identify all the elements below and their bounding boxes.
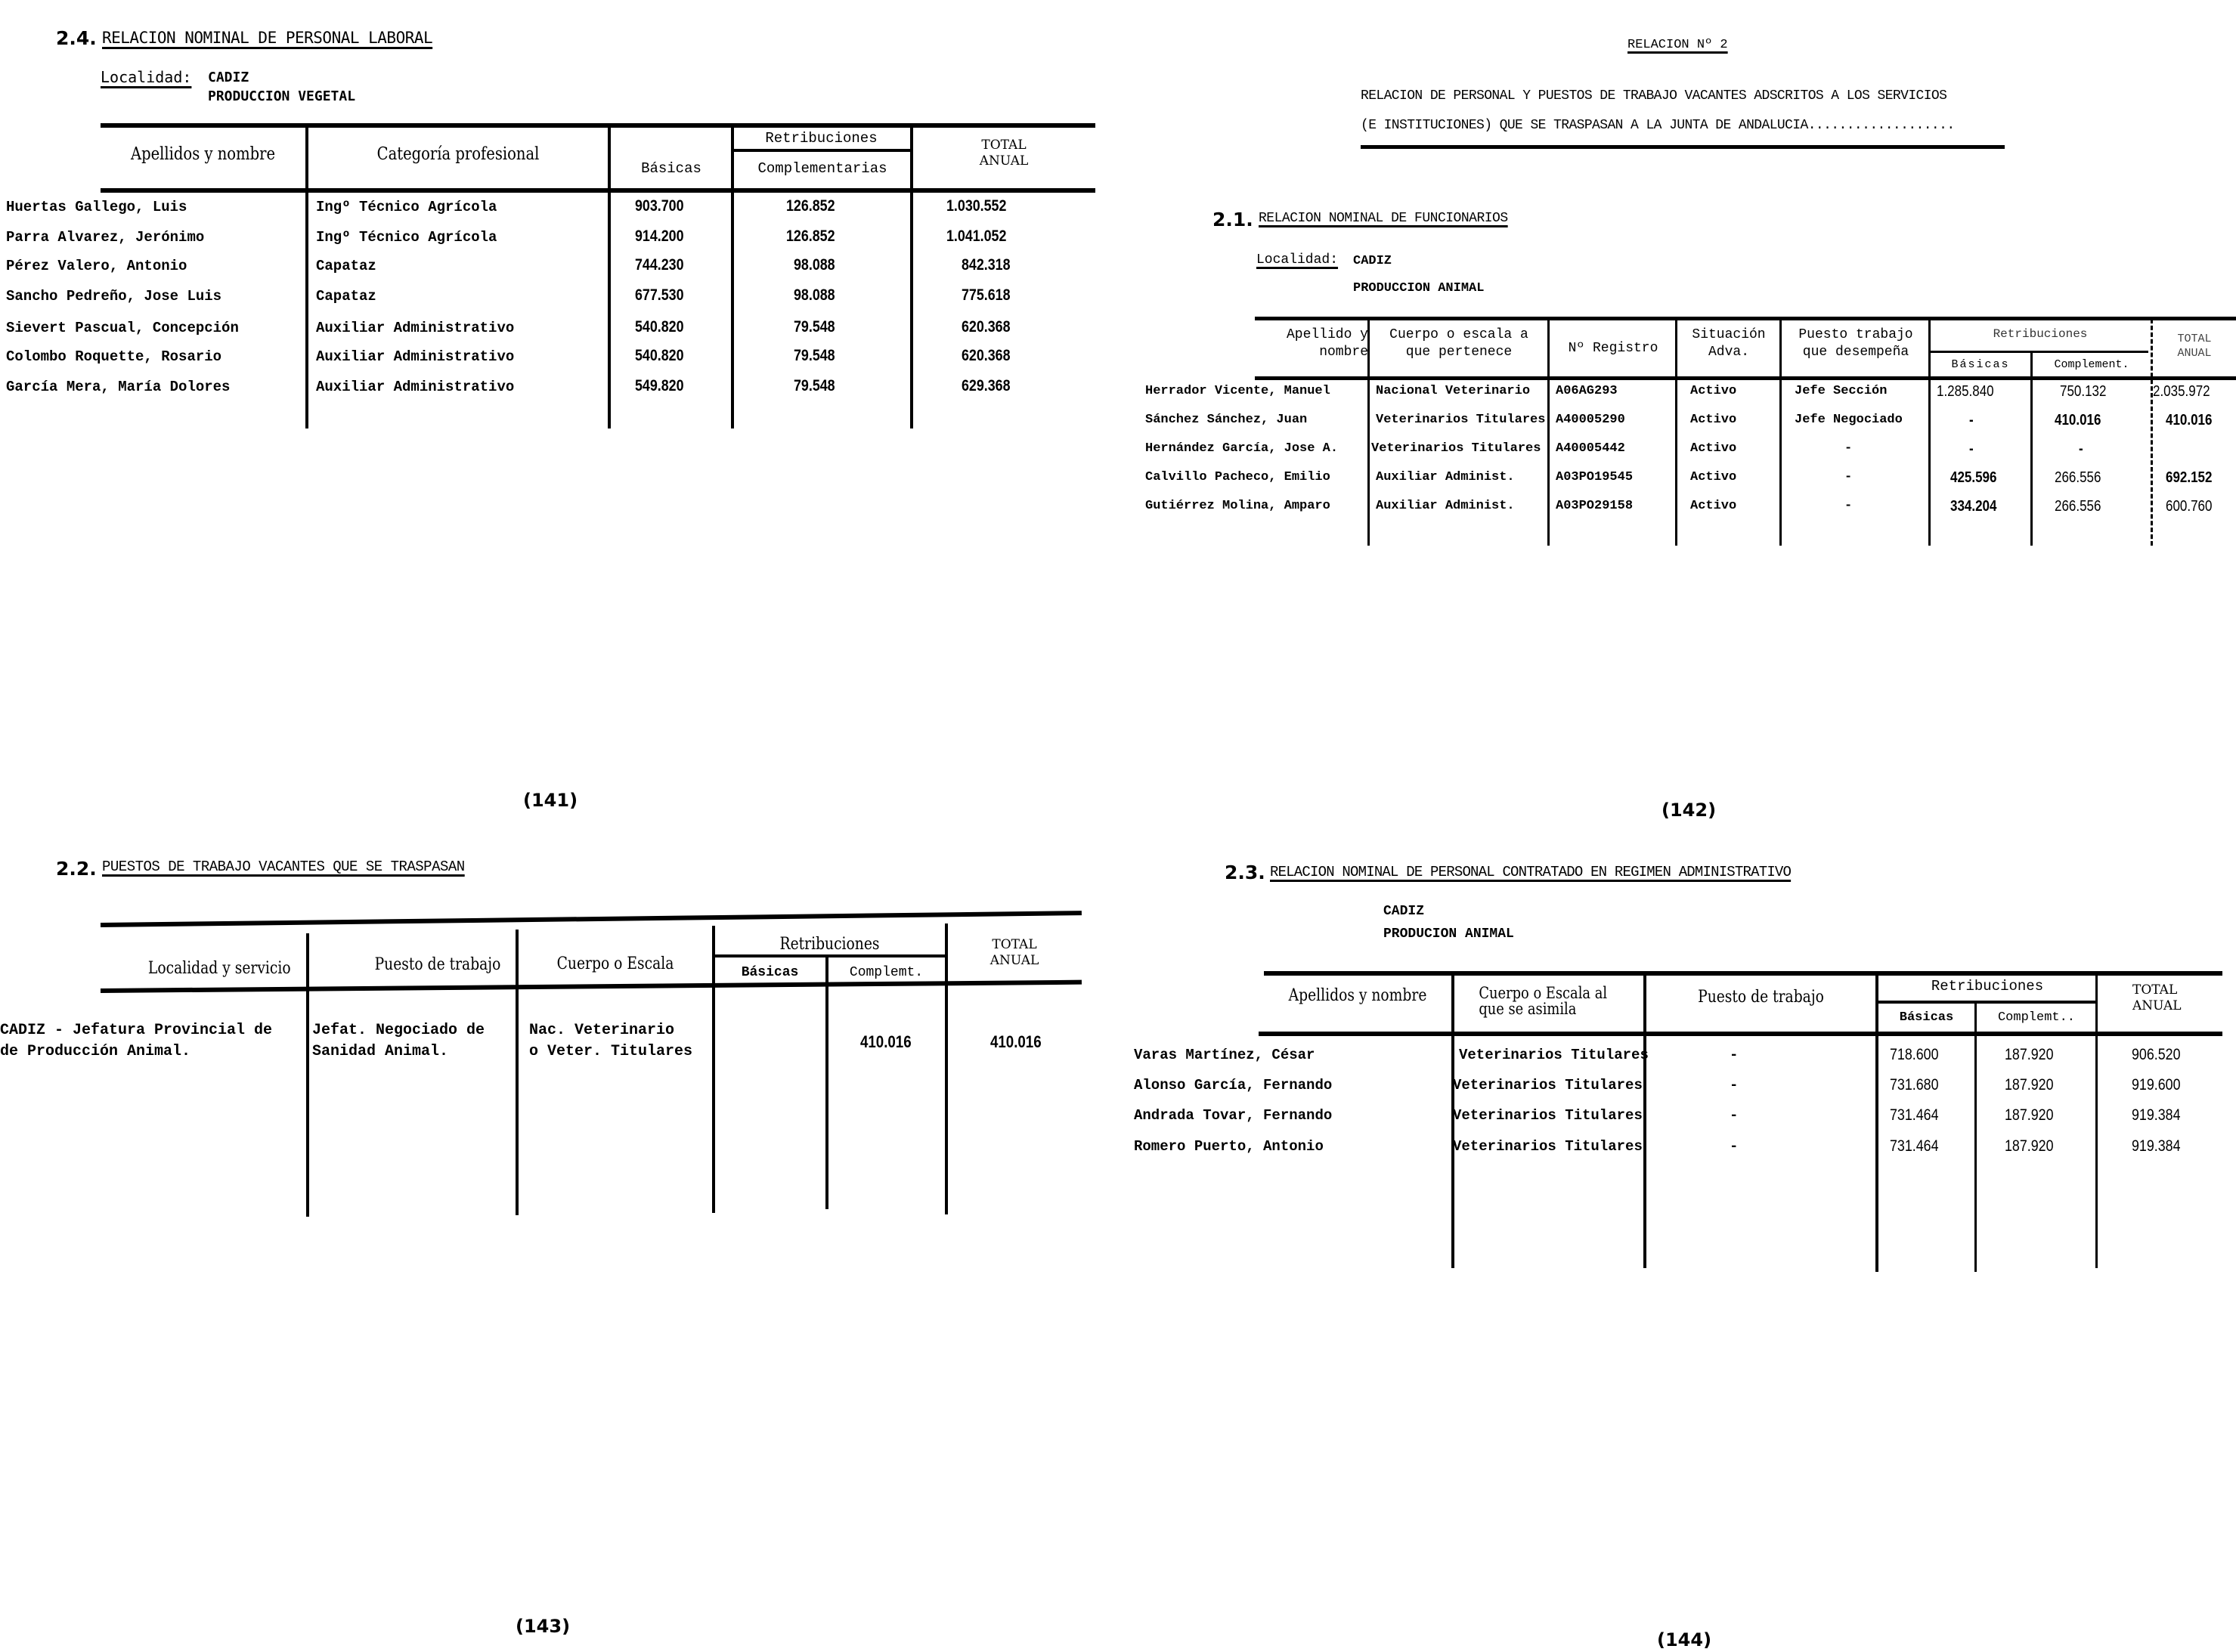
header-retribuciones: Retribuciones [765, 130, 878, 147]
section-title: PUESTOS DE TRABAJO VACANTES QUE SE TRASPASAN [102, 858, 465, 875]
section-title: RELACION NOMINAL DE PERSONAL LABORAL [102, 29, 433, 47]
header-basicas: Básicas [1899, 1010, 1954, 1025]
subheader-rule [732, 149, 911, 152]
col-divider [1974, 1004, 1977, 1272]
section-number: 2.3. [1225, 862, 1265, 883]
cell-puesto: Jefat. Negociado de Sanidad Animal. [312, 1022, 485, 1060]
header-cuerpo: Cuerpo o Escala al que se asimila [1479, 984, 1608, 1018]
relacion-underline [1361, 145, 2005, 149]
section-title: RELACION NOMINAL DE FUNCIONARIOS [1259, 211, 1508, 226]
header-categoria: Categoría profesional [376, 144, 540, 164]
header-complemt: Complemt. [849, 965, 924, 980]
table-top-rule [1255, 317, 2236, 320]
cell-complem: 410.016 [860, 1032, 912, 1051]
header-total: TOTAL ANUAL [989, 937, 1039, 969]
localidad-value: CADIZ [1383, 904, 1425, 919]
header-complement: Complement. [2054, 358, 2129, 371]
localidad-value: CADIZ [1353, 254, 1392, 268]
section-number: 2.1. [1212, 209, 1253, 230]
localidad-value: CADIZ [208, 70, 249, 85]
header-localidad: Localidad y servicio [147, 959, 291, 978]
header-bottom-rule [101, 980, 1082, 993]
col-divider [516, 930, 519, 1215]
header-retribuciones: Retribuciones [779, 935, 880, 954]
localidad-label: Localidad: [1256, 252, 1339, 268]
header-puesto: Puesto de trabajo [1698, 988, 1824, 1007]
table-top-rule [101, 911, 1082, 927]
header-cuerpo: Cuerpo o escala a que pertenece [1389, 327, 1528, 360]
col-divider [825, 956, 828, 1209]
cell-localidad: CADIZ - Jefatura Provincial de de Producción Animal. [0, 1022, 273, 1060]
col-divider [306, 933, 309, 1217]
header-complemt: Complemt.. [1997, 1010, 2076, 1025]
col-divider [305, 126, 308, 428]
header-retribuciones: Retribuciones [1931, 978, 2044, 995]
subheader-rule [1878, 1001, 2097, 1004]
cell-cuerpo: Nac. Veterinario o Veter. Titulares [529, 1022, 693, 1060]
page-number: (141) [523, 790, 578, 811]
servicio: PRODUCCION VEGETAL [208, 88, 356, 104]
header-puesto: Puesto trabajo que desempeña [1798, 327, 1913, 360]
table-top-rule [1264, 971, 2222, 976]
col-divider [1643, 973, 1646, 1268]
header-cuerpo: Cuerpo o Escala [556, 954, 674, 973]
header-total: TOTAL ANUAL [2132, 982, 2182, 1014]
header-basicas: Básicas [741, 965, 799, 980]
header-basicas: Básicas [1951, 358, 2010, 371]
section-number: 2.2. [56, 858, 97, 880]
relacion-heading: RELACION Nº 2 [1627, 38, 1728, 52]
servicio: PRODUCION ANIMAL [1383, 927, 1514, 942]
subheader-rule [1929, 351, 2148, 353]
header-bottom-rule [101, 188, 1095, 193]
localidad-label: Localidad: [101, 68, 192, 86]
relacion-title-line1: RELACION DE PERSONAL Y PUESTOS DE TRABAJO VACANTES ADSCRITOS A LOS SERVICIOS [1361, 88, 1947, 104]
header-situacion: Situación Adva. [1692, 327, 1766, 360]
table-top-rule [101, 123, 1095, 128]
subheader-rule [713, 954, 946, 957]
header-nombre: Apellido y nombre [1286, 327, 1368, 360]
relacion-title-line2: (E INSTITUCIONES) QUE SE TRASPASAN A LA JUNTA DE ANDALUCIA................... [1361, 118, 1955, 133]
page-number: (144) [1657, 1629, 1712, 1650]
page-number: (143) [516, 1616, 571, 1637]
section-title: RELACION NOMINAL DE PERSONAL CONTRATADO EN REGIMEN ADMINISTRATIVO [1270, 864, 1792, 880]
header-total: TOTAL ANUAL [979, 138, 1029, 169]
header-bottom-rule [1259, 1032, 2222, 1036]
header-retribuciones: Retribuciones [1993, 327, 2088, 341]
header-basicas: Básicas [641, 160, 701, 177]
header-bottom-rule [1255, 376, 2236, 380]
section-number: 2.4. [56, 27, 97, 49]
header-puesto: Puesto de trabajo [374, 955, 501, 974]
header-total: TOTAL ANUAL [2177, 333, 2212, 360]
page-number: (142) [1662, 800, 1717, 821]
header-complementarias: Complementarias [757, 160, 887, 177]
cell-total: 410.016 [990, 1032, 1042, 1051]
header-registro: Nº Registro [1568, 341, 1658, 356]
header-nombre: Apellidos y nombre [1288, 986, 1427, 1005]
servicio: PRODUCCION ANIMAL [1353, 281, 1485, 295]
col-divider [2030, 351, 2033, 546]
header-nombre: Apellidos y nombre [130, 144, 276, 164]
